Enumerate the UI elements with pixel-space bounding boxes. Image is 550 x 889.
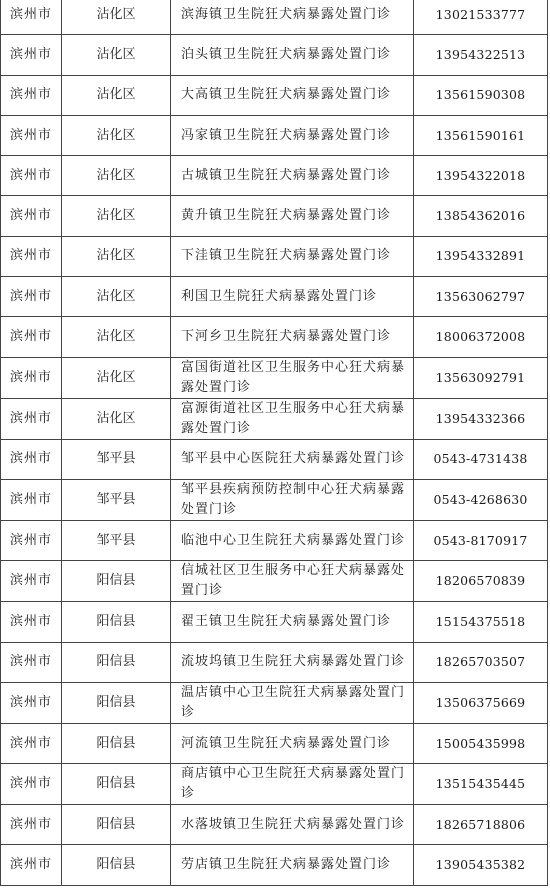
- city-cell: 滨州市: [1, 398, 62, 439]
- district-cell: 沾化区: [62, 35, 171, 75]
- table-row: [1, 520, 548, 560]
- city-cell: 滨州市: [1, 682, 62, 723]
- table-row: [1, 682, 548, 723]
- table-row: [1, 75, 548, 115]
- table-row: [1, 602, 548, 642]
- city-cell: 滨州市: [1, 764, 62, 805]
- clinic-name-cell: 河流镇卫生院狂犬病暴露处置门诊: [171, 723, 414, 763]
- district-cell: 邹平县: [62, 479, 171, 520]
- district-cell: 阳信县: [62, 723, 171, 763]
- table-row: [1, 196, 548, 236]
- table-row: [1, 642, 548, 682]
- city-cell: 滨州市: [1, 317, 62, 357]
- phone-cell: 13954322018: [414, 156, 548, 196]
- phone-cell: 13563062797: [414, 277, 548, 317]
- phone-cell: 13954322513: [414, 35, 548, 75]
- city-cell: 滨州市: [1, 805, 62, 845]
- district-cell: 沾化区: [62, 398, 171, 439]
- phone-cell: 0543-4731438: [414, 439, 548, 479]
- phone-cell: 13021533777: [414, 0, 548, 35]
- table-row: [1, 357, 548, 398]
- city-cell: 滨州市: [1, 561, 62, 602]
- clinic-name-cell: 下河乡卫生院狂犬病暴露处置门诊: [171, 317, 414, 357]
- phone-cell: 18006372008: [414, 317, 548, 357]
- clinic-name-cell: 温店镇中心卫生院狂犬病暴露处置门诊: [171, 682, 414, 723]
- clinic-name-cell: 下洼镇卫生院狂犬病暴露处置门诊: [171, 236, 414, 276]
- phone-cell: 13561590161: [414, 115, 548, 155]
- city-cell: 滨州市: [1, 602, 62, 642]
- city-cell: 滨州市: [1, 520, 62, 560]
- city-cell: 滨州市: [1, 479, 62, 520]
- clinic-name-cell: 临池中心卫生院狂犬病暴露处置门诊: [171, 520, 414, 560]
- phone-cell: 15154375518: [414, 602, 548, 642]
- district-cell: 沾化区: [62, 277, 171, 317]
- clinic-name-cell: 滨海镇卫生院狂犬病暴露处置门诊: [171, 0, 414, 35]
- district-cell: 阳信县: [62, 764, 171, 805]
- city-cell: 滨州市: [1, 35, 62, 75]
- district-cell: 邹平县: [62, 520, 171, 560]
- city-cell: 滨州市: [1, 156, 62, 196]
- clinic-name-cell: 大高镇卫生院狂犬病暴露处置门诊: [171, 75, 414, 115]
- table-row: [1, 277, 548, 317]
- table-row: [1, 805, 548, 845]
- table-row: [1, 156, 548, 196]
- city-cell: 滨州市: [1, 236, 62, 276]
- phone-cell: 13506375669: [414, 682, 548, 723]
- clinic-name-cell: 利国卫生院狂犬病暴露处置门诊: [171, 277, 414, 317]
- district-cell: 沾化区: [62, 317, 171, 357]
- city-cell: 滨州市: [1, 357, 62, 398]
- clinic-name-cell: 流坡坞镇卫生院狂犬病暴露处置门诊: [171, 642, 414, 682]
- phone-cell: 13854362016: [414, 196, 548, 236]
- district-cell: 阳信县: [62, 602, 171, 642]
- clinic-name-cell: 邹平县中心医院狂犬病暴露处置门诊: [171, 439, 414, 479]
- table-row: [1, 764, 548, 805]
- district-cell: 沾化区: [62, 357, 171, 398]
- clinic-name-cell: 泊头镇卫生院狂犬病暴露处置门诊: [171, 35, 414, 75]
- table-row: [1, 561, 548, 602]
- phone-cell: 18265703507: [414, 642, 548, 682]
- phone-cell: 0543-8170917: [414, 520, 548, 560]
- table-row: [1, 236, 548, 276]
- city-cell: 滨州市: [1, 439, 62, 479]
- clinic-name-cell: 富源街道社区卫生服务中心狂犬病暴露处置门诊: [171, 398, 414, 439]
- table-row: [1, 723, 548, 763]
- district-cell: 阳信县: [62, 642, 171, 682]
- city-cell: 滨州市: [1, 845, 62, 885]
- phone-cell: 18265718806: [414, 805, 548, 845]
- phone-cell: 0543-4268630: [414, 479, 548, 520]
- table-row: [1, 398, 548, 439]
- clinic-name-cell: 商店镇中心卫生院狂犬病暴露处置门诊: [171, 764, 414, 805]
- phone-cell: 18206570839: [414, 561, 548, 602]
- phone-cell: 15005435998: [414, 723, 548, 763]
- clinic-name-cell: 翟王镇卫生院狂犬病暴露处置门诊: [171, 602, 414, 642]
- clinic-name-cell: 冯家镇卫生院狂犬病暴露处置门诊: [171, 115, 414, 155]
- phone-cell: 13563092791: [414, 357, 548, 398]
- city-cell: 滨州市: [1, 723, 62, 763]
- table-body: [1, 0, 548, 885]
- clinic-name-cell: 黄升镇卫生院狂犬病暴露处置门诊: [171, 196, 414, 236]
- district-cell: 沾化区: [62, 236, 171, 276]
- district-cell: 阳信县: [62, 845, 171, 885]
- table-row: [1, 439, 548, 479]
- district-cell: 阳信县: [62, 805, 171, 845]
- city-cell: 滨州市: [1, 75, 62, 115]
- clinic-name-cell: 古城镇卫生院狂犬病暴露处置门诊: [171, 156, 414, 196]
- district-cell: 邹平县: [62, 439, 171, 479]
- district-cell: 沾化区: [62, 196, 171, 236]
- city-cell: 滨州市: [1, 277, 62, 317]
- district-cell: 沾化区: [62, 0, 171, 35]
- city-cell: 滨州市: [1, 0, 62, 35]
- clinic-name-cell: 水落坡镇卫生院狂犬病暴露处置门诊: [171, 805, 414, 845]
- table-row: [1, 35, 548, 75]
- phone-cell: 13954332366: [414, 398, 548, 439]
- district-cell: 沾化区: [62, 156, 171, 196]
- table-row: [1, 115, 548, 155]
- city-cell: 滨州市: [1, 115, 62, 155]
- phone-cell: 13954332891: [414, 236, 548, 276]
- clinic-name-cell: 邹平县疾病预防控制中心狂犬病暴露处置门诊: [171, 479, 414, 520]
- phone-cell: 13561590308: [414, 75, 548, 115]
- district-cell: 阳信县: [62, 682, 171, 723]
- clinic-name-cell: 劳店镇卫生院狂犬病暴露处置门诊: [171, 845, 414, 885]
- table-row: [1, 479, 548, 520]
- clinic-name-cell: 信城社区卫生服务中心狂犬病暴露处置门诊: [171, 561, 414, 602]
- phone-cell: 13515435445: [414, 764, 548, 805]
- city-cell: 滨州市: [1, 196, 62, 236]
- city-cell: 滨州市: [1, 642, 62, 682]
- table-row: [1, 845, 548, 885]
- table-row: [1, 317, 548, 357]
- district-cell: 阳信县: [62, 561, 171, 602]
- district-cell: 沾化区: [62, 115, 171, 155]
- district-cell: 沾化区: [62, 75, 171, 115]
- clinic-name-cell: 富国街道社区卫生服务中心狂犬病暴露处置门诊: [171, 357, 414, 398]
- table-row: [1, 0, 548, 35]
- phone-cell: 13905435382: [414, 845, 548, 885]
